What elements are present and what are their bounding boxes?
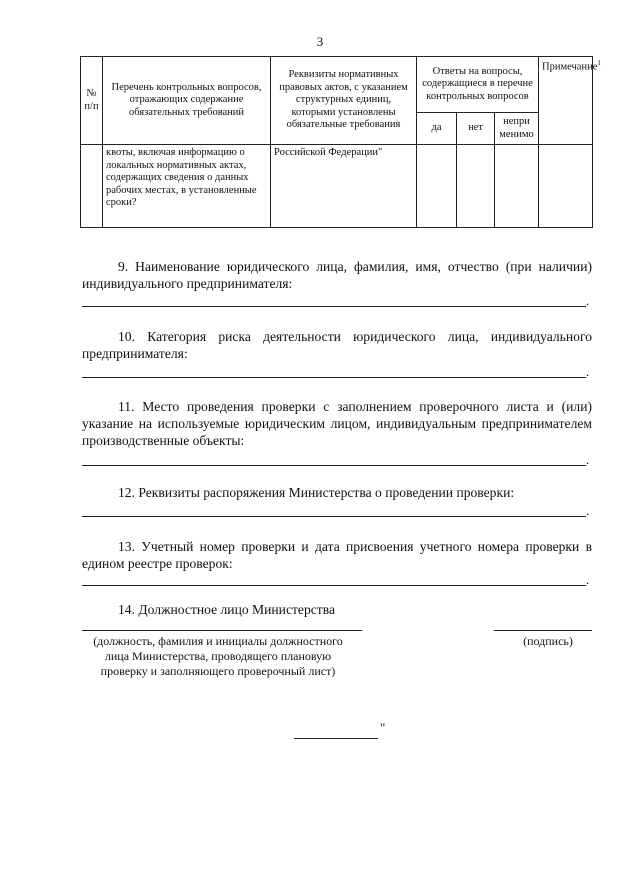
item-14-text: 14. Должностное лицо Министерства <box>118 602 336 617</box>
header-no: нет <box>457 113 495 145</box>
cell-yes[interactable] <box>417 145 457 228</box>
item-10-fill-line[interactable] <box>82 377 586 378</box>
item-13-fill-line[interactable] <box>82 585 586 586</box>
signature-line[interactable] <box>494 630 592 631</box>
item-9-text: 9. Наименование юридического лица, фамилия, имя, отчество (при наличии) индивидуального предпринимателя: <box>82 259 592 291</box>
table-row <box>81 145 593 228</box>
cell-not-applicable[interactable] <box>495 145 539 228</box>
cell-requisites: Российской Федерации" <box>271 145 417 228</box>
cell-question: квоты, включая информацию о локальных нормативных актах, содержащих сведения о данных рабочих местах, в установленные сроки? <box>103 145 271 228</box>
header-not-applicable: непри менимо <box>495 113 539 145</box>
item-12-period: . <box>586 503 590 518</box>
item-11-period: . <box>586 452 590 467</box>
header-questions: Перечень контрольных вопросов, отражающих содержание обязательных требований <box>103 57 271 145</box>
item-10-period: . <box>586 364 590 379</box>
header-note-label: Примечание <box>542 61 598 73</box>
item-11-fill-line[interactable] <box>82 465 586 466</box>
official-caption: (должность, фамилия и инициалы должностного лица Министерства, проводящего плановую проверку и заполняющего проверочный лист) <box>93 634 343 678</box>
cell-no[interactable] <box>457 145 495 228</box>
item-10-text: 10. Категория риска деятельности юридического лица, индивидуального предпринимателя: <box>82 329 592 361</box>
item-12-fill-line[interactable] <box>82 516 586 517</box>
item-13-text: 13. Учетный номер проверки и дата присвоения учетного номера проверки в едином реестре проверок: <box>82 539 592 571</box>
header-answers: Ответы на вопросы, содержащиеся в перечне контрольных вопросов <box>417 57 539 113</box>
cell-note[interactable] <box>539 145 593 228</box>
official-signature-line[interactable] <box>82 630 362 631</box>
item-13-period: . <box>586 572 590 587</box>
item-9-fill-line[interactable] <box>82 306 586 307</box>
item-12-text: 12. Реквизиты распоряжения Министерства о проведении проверки: <box>118 485 515 500</box>
signature-caption: (подпись) <box>523 634 573 648</box>
header-requisites: Реквизиты нормативных правовых актов, с указанием структурных единиц, которыми установлены обязательные требования <box>271 57 417 145</box>
date-line[interactable] <box>294 738 378 739</box>
header-number: № п/п <box>81 57 103 145</box>
header-yes: да <box>417 113 457 145</box>
item-11-text: 11. Место проведения проверки с заполнением проверочного листа и (или) указание на используемые юридическим лицом, индивидуальным предпринимателем производственные объекты: <box>82 399 592 448</box>
checklist-table <box>80 56 601 228</box>
cell-number <box>81 145 103 228</box>
header-note-footnote: 1 <box>597 59 601 67</box>
date-quote-mark: " <box>380 720 386 735</box>
header-note <box>539 57 601 145</box>
item-9-period: . <box>586 293 590 308</box>
page-number: 3 <box>316 34 324 49</box>
